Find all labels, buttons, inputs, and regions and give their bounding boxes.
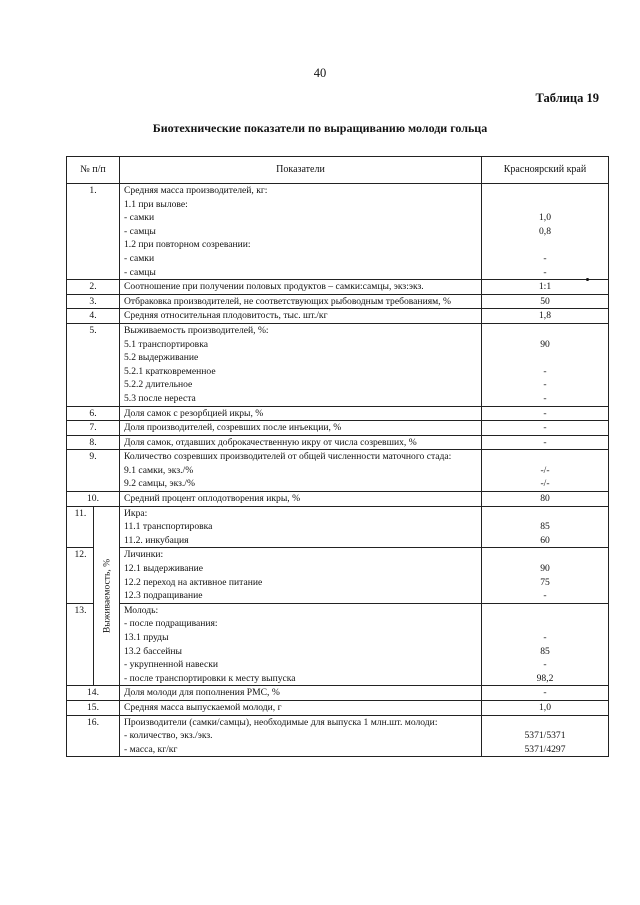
indicator-line: 11.1 транспортировка	[124, 521, 213, 533]
indicator-line: - после транспортировки к месту выпуска	[124, 672, 296, 684]
indicator-line: Отбраковка производителей, не соответствующих рыбоводным требованиям, %	[124, 295, 451, 307]
value-line: 90	[540, 338, 550, 350]
value-line: -/-	[540, 478, 550, 490]
row-number: 5.	[67, 323, 120, 406]
value-line: 75	[540, 576, 550, 588]
indicator-line: - самцы	[124, 225, 156, 237]
indicator-line: 9.2 самцы, экз./%	[124, 478, 195, 490]
indicator-line: - количество, экз./экз.	[124, 730, 213, 742]
value-cell	[482, 715, 609, 757]
header-region: Красноярский край	[482, 157, 609, 184]
indicator-line: Производители (самки/самцы), необходимые для выпуска 1 млн.шт. молоди:	[124, 716, 438, 728]
value-line	[482, 324, 608, 338]
indicator-line: - самки	[124, 212, 155, 224]
value-line: 1:1	[538, 281, 552, 293]
value-cell	[482, 294, 609, 309]
indicator-line: Икра:	[124, 507, 148, 519]
value-cell	[482, 450, 609, 492]
value-line: -	[543, 436, 547, 448]
value-line	[482, 351, 608, 365]
stray-mark	[586, 278, 589, 281]
indicator-line: Средняя масса производителей, кг:	[124, 185, 268, 196]
indicator-cell	[120, 184, 482, 280]
row-number: 10.	[67, 492, 120, 507]
table-label: Таблица 19	[535, 91, 599, 105]
indicator-line: 9.1 самки, экз./%	[124, 464, 194, 476]
page-number: 40	[313, 66, 327, 80]
value-line: -/-	[540, 464, 550, 476]
indicator-line: Доля молоди для пополнения РМС, %	[124, 687, 280, 699]
table-row	[67, 309, 609, 324]
table-row	[67, 506, 609, 548]
indicator-line: Выживаемость производителей, %:	[124, 324, 269, 336]
value-line: -	[543, 407, 547, 419]
table-row	[67, 280, 609, 295]
indicator-cell	[120, 450, 482, 492]
row-number: 1.	[67, 184, 120, 280]
value-line	[482, 238, 608, 252]
value-line: -	[543, 252, 547, 264]
indicator-cell	[120, 715, 482, 757]
indicator-cell	[120, 406, 482, 421]
row-number: 8.	[67, 435, 120, 450]
value-line	[482, 450, 608, 464]
indicator-cell	[120, 603, 482, 686]
document-title: Биотехнические показатели по выращиванию молоди гольца	[152, 121, 488, 135]
value-line: 5371/5371	[524, 730, 566, 742]
table-row	[67, 700, 609, 715]
value-cell	[482, 506, 609, 548]
indicator-line: Средний процент оплодотворения икры, %	[124, 493, 301, 505]
indicators-table	[66, 156, 609, 757]
value-cell	[482, 435, 609, 450]
value-line: 85	[540, 521, 550, 533]
row-number: 6.	[67, 406, 120, 421]
value-line: 1,0	[539, 212, 551, 224]
indicator-line: 5.2 выдерживание	[124, 352, 199, 364]
indicator-line: - после подращивания:	[124, 618, 218, 630]
value-line: -	[543, 632, 547, 643]
value-cell	[482, 184, 609, 280]
indicator-line: - самцы	[124, 266, 156, 278]
row-number: 15.	[67, 700, 120, 715]
value-cell	[482, 492, 609, 507]
indicator-line: 5.2.2 длительное	[124, 379, 193, 391]
row-number-text: 13.	[74, 604, 87, 616]
value-line: 85	[540, 645, 550, 657]
value-line: 1,8	[539, 310, 551, 322]
indicator-cell	[120, 280, 482, 295]
row-number: 9.	[67, 450, 120, 492]
value-cell	[482, 686, 609, 701]
table-row	[67, 294, 609, 309]
row-number: 4.	[67, 309, 120, 324]
indicator-line: 5.2.1 кратковременное	[124, 365, 216, 377]
value-line: -	[543, 659, 547, 671]
value-line	[482, 507, 608, 521]
header-indicators: Показатели	[120, 157, 482, 184]
value-cell	[482, 700, 609, 715]
value-line: 80	[540, 493, 550, 505]
table-row	[67, 421, 609, 436]
indicator-line: Соотношение при получении половых продуктов – самки:самцы, экз:экз.	[124, 281, 424, 293]
indicator-line: Молодь:	[124, 604, 159, 616]
indicator-line: 5.3 после нереста	[124, 392, 196, 404]
indicator-line: Доля самок, отдавших доброкачественную икру от числа созревших, %	[124, 436, 417, 448]
row-number: 14.	[67, 686, 120, 701]
value-line: -	[543, 379, 547, 391]
table-row	[67, 603, 609, 686]
indicator-cell	[120, 421, 482, 436]
row-number: 3.	[67, 294, 120, 309]
row-number-text: 12.	[74, 549, 87, 561]
indicator-line: 11.2. инкубация	[124, 534, 189, 546]
value-line: 60	[540, 534, 550, 546]
value-cell	[482, 323, 609, 406]
table-row	[67, 548, 609, 603]
indicator-line: 12.1 выдерживание	[124, 563, 204, 575]
indicator-line: Количество созревших производителей от общей численности маточного стада:	[124, 451, 452, 463]
value-cell	[482, 280, 609, 295]
value-line: -	[543, 365, 547, 377]
indicator-line: - масса, кг/кг	[124, 743, 178, 755]
value-line: -	[543, 392, 547, 404]
value-line: 0,8	[539, 225, 551, 237]
value-line	[482, 198, 608, 212]
indicator-line: Средняя масса выпускаемой молоди, г	[124, 701, 282, 713]
indicator-line: 1.1 при вылове:	[124, 198, 188, 210]
indicator-cell	[120, 309, 482, 324]
indicator-cell	[120, 435, 482, 450]
value-line	[482, 617, 608, 631]
indicator-line: 13.1 пруды	[124, 632, 169, 643]
value-line: -	[543, 590, 547, 602]
indicator-cell	[120, 323, 482, 406]
survival-vertical-label: Выживаемость, %	[101, 558, 112, 634]
indicator-cell	[120, 686, 482, 701]
indicator-line: Доля производителей, созревших после инъекции, %	[124, 422, 342, 434]
header-num: № п/п	[67, 157, 120, 184]
survival-vertical-band	[93, 506, 119, 686]
table-row	[67, 492, 609, 507]
row-number: 2.	[67, 280, 120, 295]
value-line	[482, 604, 608, 618]
value-line: -	[543, 687, 547, 699]
table-row	[67, 450, 609, 492]
value-line	[482, 184, 608, 198]
value-line: -	[543, 266, 547, 278]
indicator-line: 5.1 транспортировка	[124, 338, 208, 350]
value-line: 90	[540, 563, 550, 575]
table-row	[67, 406, 609, 421]
indicator-line: Средняя относительная плодовитость, тыс. шт./кг	[124, 310, 328, 322]
value-line	[482, 548, 608, 562]
indicator-line: 12.3 подращивание	[124, 590, 203, 602]
indicator-cell	[120, 548, 482, 603]
indicator-line: 13.2 бассейны	[124, 645, 182, 657]
table-row	[67, 184, 609, 280]
indicator-line: - самки	[124, 252, 155, 264]
value-cell	[482, 603, 609, 686]
value-cell	[482, 309, 609, 324]
table-row	[67, 686, 609, 701]
table-header-row	[67, 157, 609, 184]
value-cell	[482, 548, 609, 603]
table-row	[67, 435, 609, 450]
table-row	[67, 715, 609, 757]
value-line	[482, 716, 608, 730]
row-number-text: 11.	[74, 507, 87, 519]
value-cell	[482, 421, 609, 436]
value-cell	[482, 406, 609, 421]
row-number: 16.	[67, 715, 120, 757]
table-row	[67, 323, 609, 406]
indicator-cell	[120, 506, 482, 548]
value-line: -	[543, 422, 547, 434]
indicator-line: - укрупненной навески	[124, 659, 219, 671]
indicator-line: Личинки:	[124, 549, 164, 561]
row-number: 7.	[67, 421, 120, 436]
value-line: 50	[540, 295, 550, 307]
indicator-cell	[120, 700, 482, 715]
value-line: 98,2	[536, 672, 554, 684]
indicator-cell	[120, 492, 482, 507]
indicator-line: Доля самок с резорбцией икры, %	[124, 407, 264, 419]
indicator-cell	[120, 294, 482, 309]
indicator-line: 1.2 при повторном созревании:	[124, 239, 251, 251]
value-line: 5371/4297	[524, 743, 566, 755]
indicator-line: 12.2 переход на активное питание	[124, 576, 263, 588]
value-line: 1,0	[539, 701, 551, 713]
